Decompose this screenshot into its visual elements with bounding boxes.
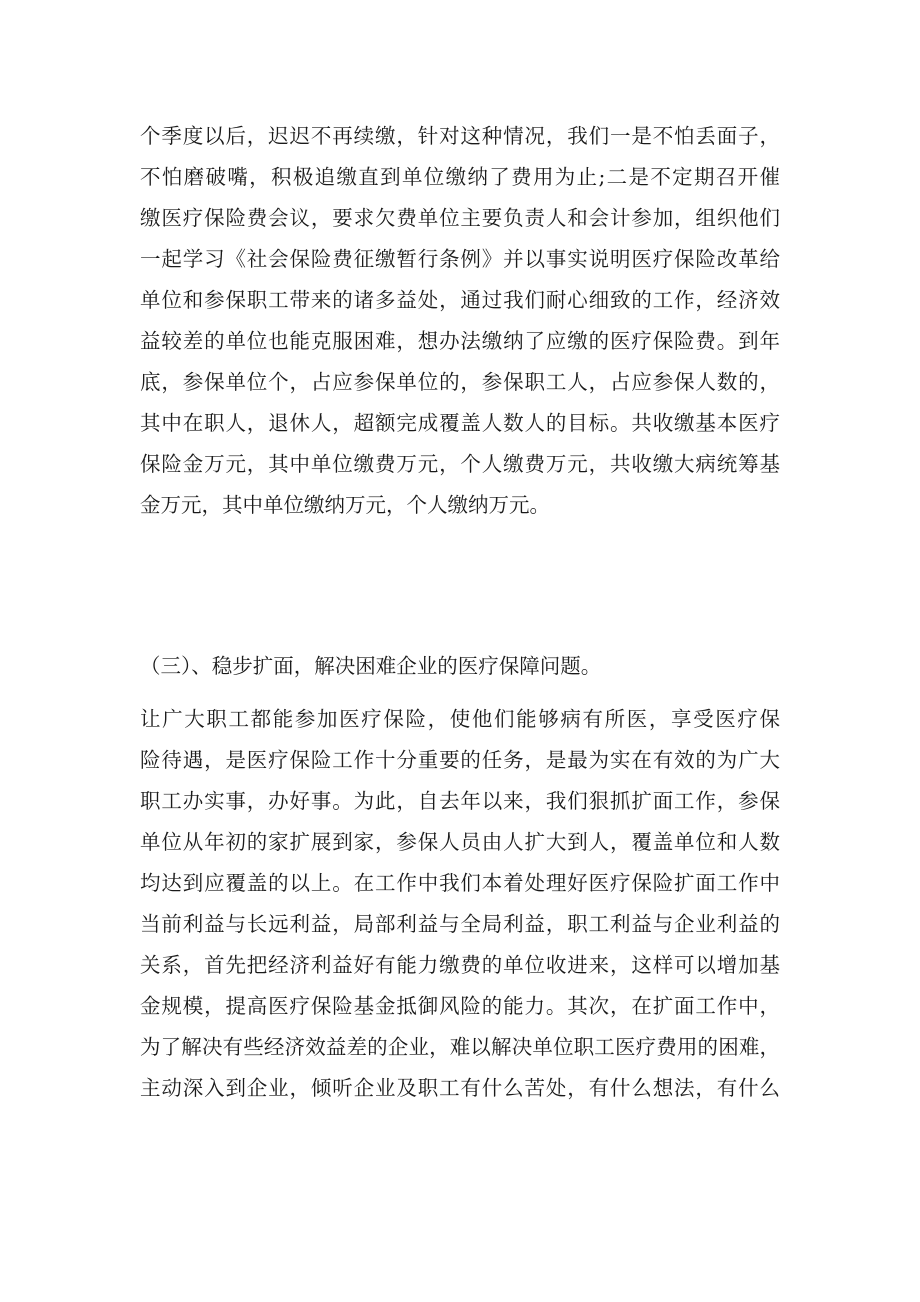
paragraph-line: 底，参保单位个，占应参保单位的，参保职工人，占应参保人数的， [140, 370, 780, 394]
paragraph-1 [140, 116, 780, 526]
paragraph-line: 险待遇，是医疗保险工作十分重要的任务，是最为实在有效的为广大 [140, 748, 780, 772]
paragraph-line: 为了解决有些经济效益差的企业，难以解决单位职工医疗费用的困难， [140, 1035, 780, 1059]
paragraph-line: 单位从年初的家扩展到家，参保人员由人扩大到人，覆盖单位和人数 [140, 830, 780, 854]
paragraph-line: 主动深入到企业，倾听企业及职工有什么苦处，有什么想法，有什么 [140, 1076, 780, 1100]
paragraph-line: 单位和参保职工带来的诸多益处，通过我们耐心细致的工作，经济效 [140, 288, 780, 312]
paragraph-2 [140, 699, 780, 1109]
paragraph-line: 个季度以后，迟迟不再续缴，针对这种情况，我们一是不怕丢面子， [140, 124, 780, 148]
paragraph-line: 关系，首先把经济利益好有能力缴费的单位收进来，这样可以增加基 [140, 953, 780, 977]
paragraph-line: 一起学习《社会保险费征缴暂行条例》并以事实说明医疗保险改革给 [140, 247, 780, 271]
paragraph-line: 当前利益与长远利益，局部利益与全局利益，职工利益与企业利益的 [140, 912, 780, 936]
paragraph-line: 均达到应覆盖的以上。在工作中我们本着处理好医疗保险扩面工作中 [140, 871, 780, 895]
paragraph-line: 让广大职工都能参加医疗保险，使他们能够病有所医，享受医疗保 [140, 707, 780, 731]
paragraph-line: 不怕磨破嘴，积极追缴直到单位缴纳了费用为止;二是不定期召开催 [140, 165, 780, 189]
paragraph-line: 缴医疗保险费会议，要求欠费单位主要负责人和会计参加，组织他们 [140, 206, 780, 230]
paragraph-line: 金规模，提高医疗保险基金抵御风险的能力。其次，在扩面工作中， [140, 994, 780, 1018]
paragraph-line: 金万元，其中单位缴纳万元，个人缴纳万元。 [140, 493, 550, 517]
paragraph-line: 保险金万元，其中单位缴费万元，个人缴费万元，共收缴大病统筹基 [140, 452, 780, 476]
paragraph-line: 其中在职人，退休人，超额完成覆盖人数人的目标。共收缴基本医疗 [140, 411, 780, 435]
paragraph-line: 职工办实事，办好事。为此，自去年以来，我们狠抓扩面工作，参保 [140, 789, 780, 813]
paragraph-line: 益较差的单位也能克服困难，想办法缴纳了应缴的医疗保险费。到年 [140, 329, 780, 353]
section-heading: （三）、稳步扩面，解决困难企业的医疗保障问题。 [140, 654, 602, 678]
